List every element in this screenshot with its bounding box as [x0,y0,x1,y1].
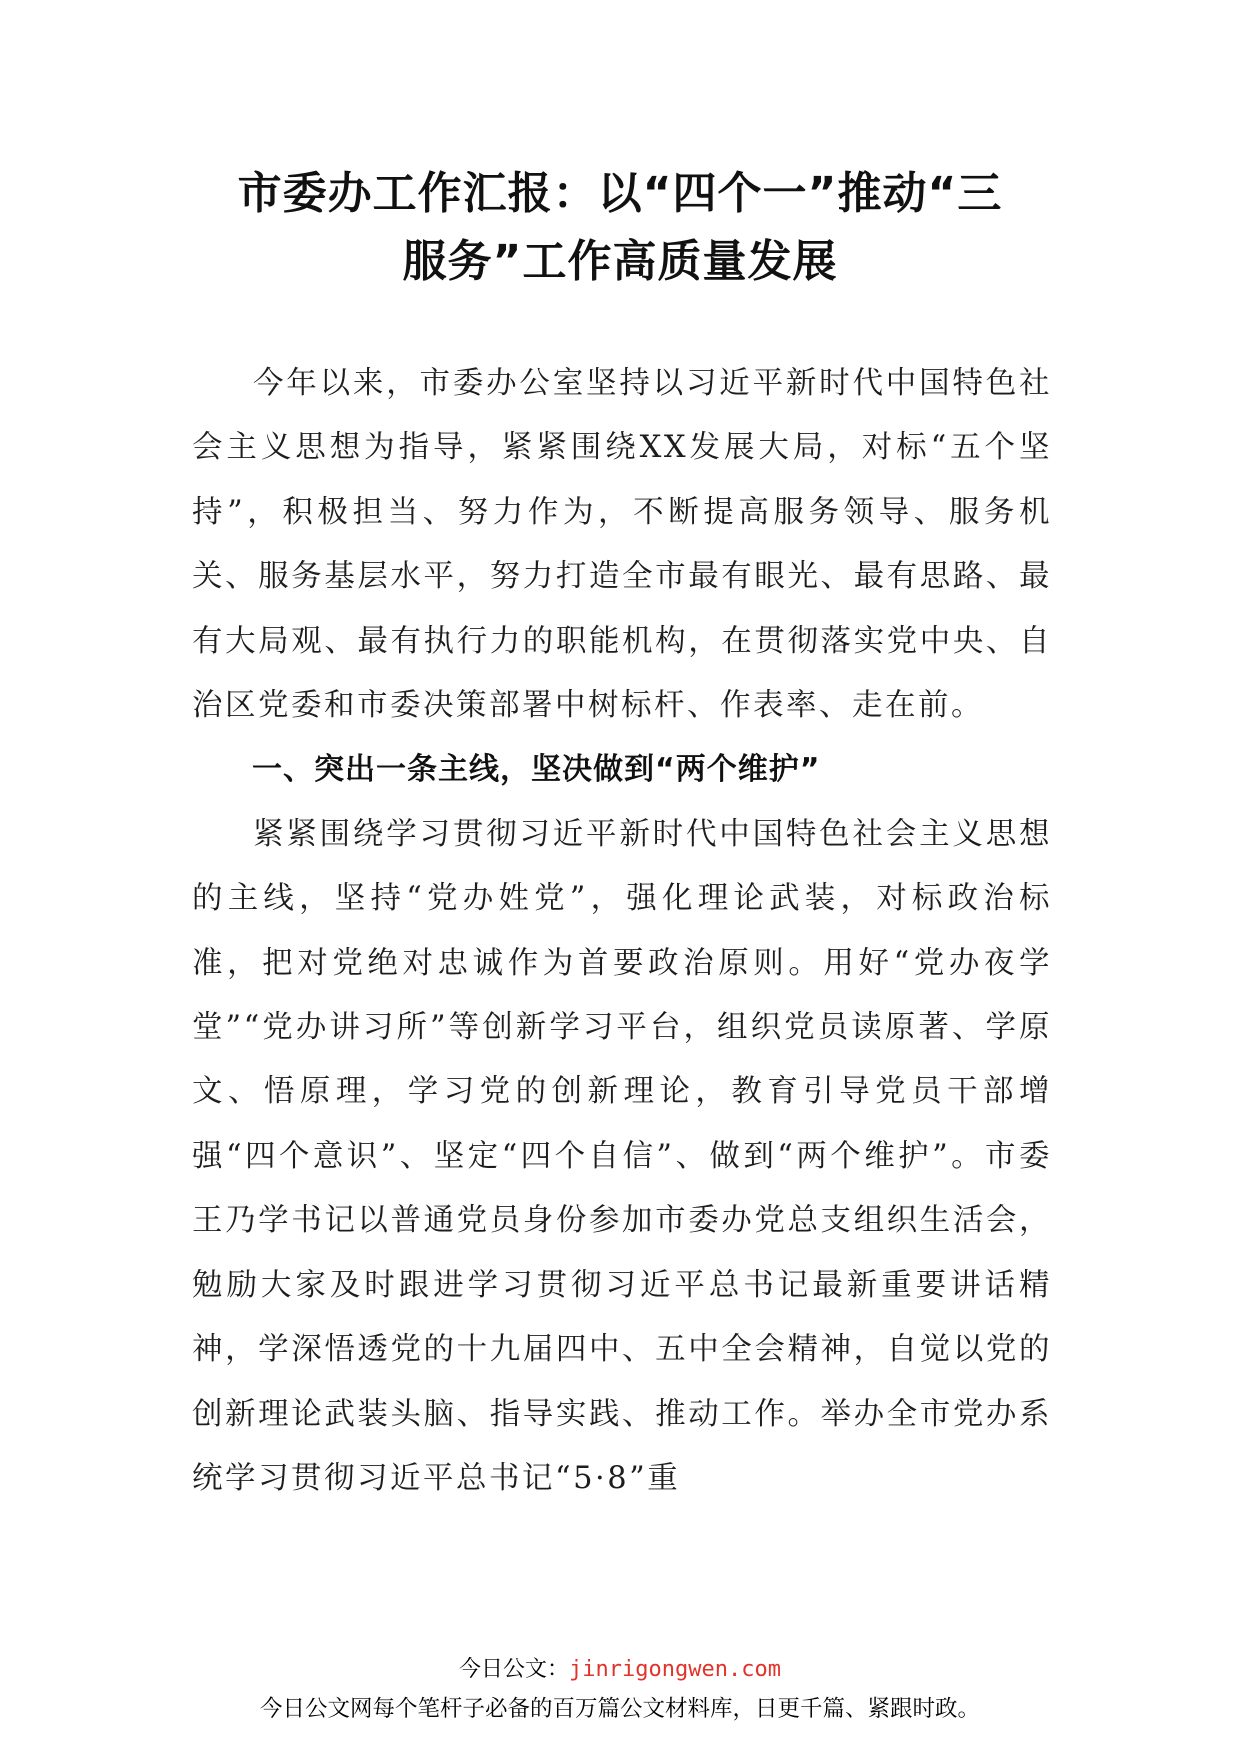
section-1-heading: 一、突出一条主线，坚决做到“两个维护” [252,752,821,788]
footer-brand-line [0,1652,1240,1688]
document-title [150,160,1090,296]
footer-slogan: 今日公文网每个笔杆子必备的百万篇公文材料库，日更千篇、紧跟时政。 [259,1696,980,1722]
footer-site-link[interactable]: jinrigongwen.com [569,1657,781,1682]
footer-brand-label: 今日公文： [459,1657,570,1682]
title-line-2: 服务”工作高质量发展 [402,236,838,287]
footer-watermark [0,1652,1240,1728]
intro-paragraph: 今年以来，市委办公室坚持以习近平新时代中国特色社会主义思想为指导，紧紧围绕XX发展大局，对标“五个坚持”，积极担当、努力作为，不断提高服务领导、服务机关、服务基层水平，努力打造全市最有眼光、最有思路、最有大局观、最有执行力的职能机构，在贯彻落实党中央、自治区党委和市委决策部署中树标杆、作表率、走在前。 [192,366,1052,724]
title-line-1: 市委办工作汇报：以“四个一”推动“三 [237,168,1003,219]
section-1-paragraph: 紧紧围绕学习贯彻习近平新时代中国特色社会主义思想的主线，坚持“党办姓党”，强化理论武装，对标政治标准，把对党绝对忠诚作为首要政治原则。用好“党办夜学堂”“党办讲习所”等创新学习平台，组织党员读原著、学原文、悟原理，学习党的创新理论，教育引导党员干部增强“四个意识”、坚定“四个自信”、做到“两个维护”。市委王乃学书记以普通党员身份参加市委办党总支组织生活会，勉励大家及时跟进学习贯彻习近平总书记最新重要讲话精神，学深悟透党的十九届四中、五中全会精神，自觉以党的创新理论武装头脑、指导实践、推动工作。举办全市党办系统学习贯彻习近平总书记“5·8”重 [192,816,1052,1496]
document-body [192,352,1052,1511]
